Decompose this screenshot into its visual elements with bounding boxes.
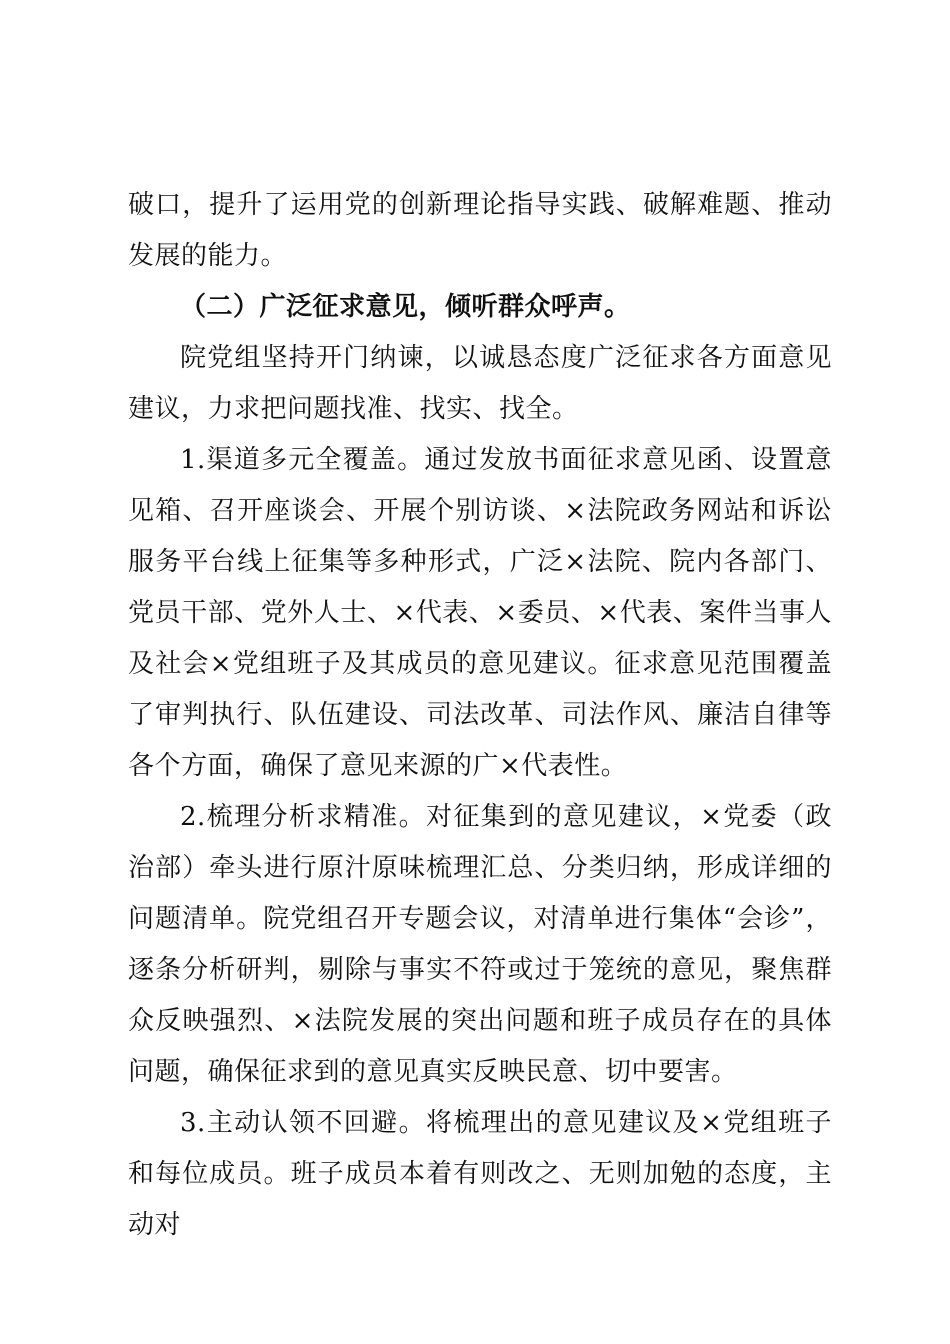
section-heading: （二）广泛征求意见，倾听群众呼声。 <box>180 292 631 322</box>
paragraph-continuation: 破口，提升了运用党的创新理论指导实践、破解难题、推动发展的能力。 <box>128 190 832 271</box>
paragraph-intro: 院党组坚持开门纳谏，以诚恳态度广泛征求各方面意见建议，力求把问题找准、找实、找全。 <box>128 343 832 424</box>
paragraph-item-3: 3.主动认领不回避。将梳理出的意见建议及×党组班子和每位成员。班子成员本着有则改之、无则加勉的态度，主动对 <box>128 1108 832 1240</box>
document-body <box>128 180 832 1251</box>
paragraph-item-1: 1.渠道多元全覆盖。通过发放书面征求意见函、设置意见箱、召开座谈会、开展个别访谈、×法院政务网站和诉讼服务平台线上征集等多种形式，广泛×法院、院内各部门、党员干部、党外人士、×代表、×委员、×代表、案件当事人及社会×党组班子及其成员的意见建议。征求意见范围覆盖了审判执行、队伍建设、司法改革、司法作风、廉洁自律等各个方面，确保了意见来源的广×代表性。 <box>128 445 832 781</box>
paragraph-item-2: 2.梳理分析求精准。对征集到的意见建议，×党委（政治部）牵头进行原汁原味梳理汇总、分类归纳，形成详细的问题清单。院党组召开专题会议，对清单进行集体“会诊”，逐条分析研判，剔除与事实不符或过于笼统的意见，聚焦群众反映强烈、×法院发展的突出问题和班子成员存在的具体问题，确保征求到的意见真实反映民意、切中要害。 <box>128 802 832 1087</box>
